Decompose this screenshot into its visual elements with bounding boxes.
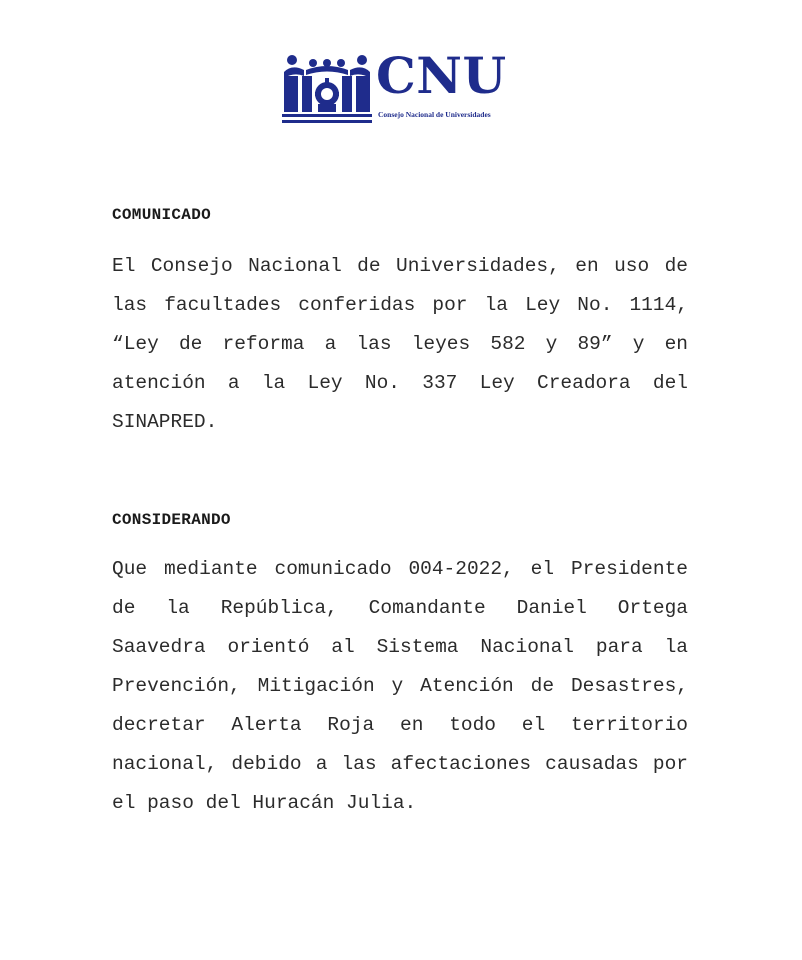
section-heading-considerando: CONSIDERANDO bbox=[112, 511, 231, 529]
logo-wordmark: CNU bbox=[376, 46, 507, 105]
logo-subtitle: Consejo Nacional de Universidades bbox=[378, 110, 491, 119]
cnu-emblem-icon bbox=[282, 52, 372, 124]
section-heading-comunicado: COMUNICADO bbox=[112, 206, 212, 224]
paragraph-comunicado: El Consejo Nacional de Universidades, en uso de las facultades conferidas por la Ley No. 1114, “Ley de reforma a las leyes 582 y 89” y en atención a la Ley No. 337 Ley Creadora del SINAPRED. bbox=[112, 255, 688, 433]
cnu-logo bbox=[282, 46, 522, 124]
paragraph-considerando: Que mediante comunicado 004-2022, el Presidente de la República, Comandante Daniel Ortega Saavedra orientó al Sistema Nacional para la Prevención, Mitigación y Atención de Desastres, decretar Alerta Roja en todo el territorio nacional, debido a las afectaciones causadas por el paso del Huracán Julia. bbox=[112, 558, 688, 814]
